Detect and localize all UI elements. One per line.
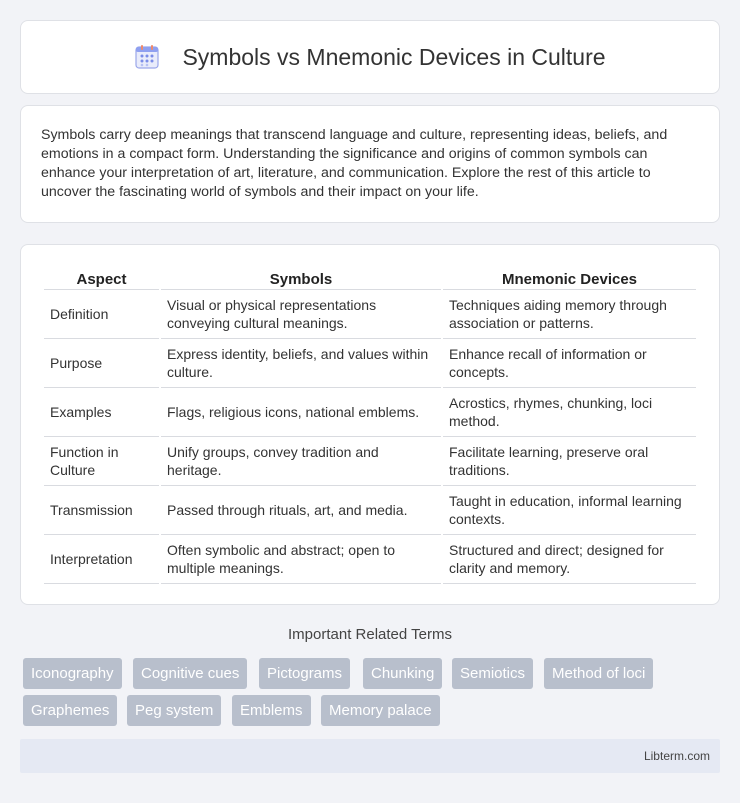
table-cell-symbols: Unify groups, convey tradition and heritage.	[161, 437, 441, 486]
comparison-table	[42, 267, 698, 584]
tag-emblems[interactable]: Emblems	[232, 695, 311, 726]
column-header-aspect: Aspect	[44, 267, 159, 290]
table-row	[44, 290, 696, 339]
table-row	[44, 535, 696, 584]
table-header-row	[44, 267, 696, 290]
intro-card	[20, 105, 720, 223]
table-row	[44, 437, 696, 486]
footer-site-link[interactable]: Libterm.com	[643, 749, 710, 763]
tag-iconography[interactable]: Iconography	[23, 658, 122, 689]
tag-peg-system[interactable]: Peg system	[127, 695, 221, 726]
table-cell-mnemonic: Facilitate learning, preserve oral traditions.	[443, 437, 696, 486]
table-cell-mnemonic: Enhance recall of information or concepts.	[443, 339, 696, 388]
tag-cognitive-cues[interactable]: Cognitive cues	[133, 658, 247, 689]
tag-method-of-loci[interactable]: Method of loci	[544, 658, 653, 689]
table-cell-mnemonic: Acrostics, rhymes, chunking, loci method.	[443, 388, 696, 437]
related-terms-title: Important Related Terms	[288, 626, 452, 643]
table-cell-symbols: Flags, religious icons, national emblems.	[161, 388, 441, 437]
comparison-table-card	[20, 244, 720, 605]
table-cell-symbols: Visual or physical representations conveying cultural meanings.	[161, 290, 441, 339]
table-cell-symbols: Express identity, beliefs, and values within culture.	[161, 339, 441, 388]
table-cell-symbols: Often symbolic and abstract; open to multiple meanings.	[161, 535, 441, 584]
page-title: Symbols vs Mnemonic Devices in Culture	[182, 43, 606, 70]
table-cell-aspect: Interpretation	[44, 535, 159, 584]
tag-pictograms[interactable]: Pictograms	[259, 658, 350, 689]
table-row	[44, 388, 696, 437]
table-cell-mnemonic: Taught in education, informal learning contexts.	[443, 486, 696, 535]
table-row	[44, 339, 696, 388]
table-cell-mnemonic: Techniques aiding memory through association or patterns.	[443, 290, 696, 339]
table-cell-mnemonic: Structured and direct; designed for clarity and memory.	[443, 535, 696, 584]
column-header-mnemonic-devices: Mnemonic Devices	[443, 267, 696, 290]
table-cell-aspect: Definition	[44, 290, 159, 339]
calendar-grid-icon	[134, 44, 160, 70]
title-wrap	[134, 44, 605, 71]
table-cell-aspect: Examples	[44, 388, 159, 437]
tag-semiotics[interactable]: Semiotics	[452, 658, 533, 689]
tag-graphemes[interactable]: Graphemes	[23, 695, 117, 726]
table-cell-symbols: Passed through rituals, art, and media.	[161, 486, 441, 535]
table-cell-aspect: Function in Culture	[44, 437, 159, 486]
table-cell-aspect: Purpose	[44, 339, 159, 388]
tag-memory-palace[interactable]: Memory palace	[321, 695, 440, 726]
intro-text: Symbols carry deep meanings that transcend language and culture, representing ideas, beliefs, and emotions in a compact form. Understanding the significance and origins of common symbols can enhance your interpretation of art, literature, and communication. Explore the rest of this article to uncover the fascinating world of symbols and their impact on your life.	[41, 127, 668, 200]
header-card	[20, 20, 720, 94]
column-header-symbols: Symbols	[161, 267, 441, 290]
tag-chunking[interactable]: Chunking	[363, 658, 442, 689]
table-row	[44, 486, 696, 535]
footer	[20, 739, 720, 773]
table-cell-aspect: Transmission	[44, 486, 159, 535]
